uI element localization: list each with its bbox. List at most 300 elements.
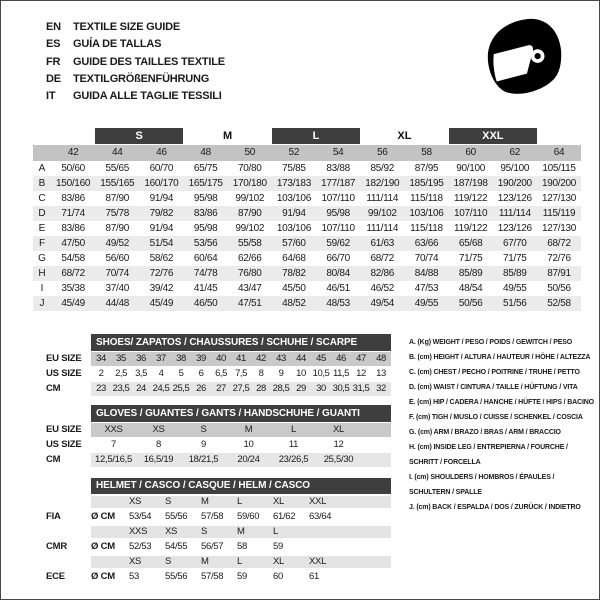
language-code: FR [46,55,61,68]
measurement-value: 105/115 [542,163,576,174]
measurement-row-letter: E [38,223,46,234]
size-number: 56 [377,147,388,158]
size-number: 42 [67,147,79,158]
gloves-size-value: XS [152,424,165,435]
shoes-size-value: 30 [316,383,326,394]
gloves-size-value: S [200,424,207,435]
legend-entry [409,410,599,425]
measurement-value: 190/200 [497,178,532,189]
helmet-size-labels [91,556,391,568]
measurement-value: 99/102 [235,193,265,204]
legend-entry-line: F. (cm) TIGH / MUSLO / CUISSE / SCHENKEL / COSCIA [409,414,583,421]
helmet-size-label: XL [273,556,285,567]
shoes-size-value: 38 [176,353,186,364]
measurement-row-letter: I [40,283,44,294]
legend-entry-line: B. (cm) HEIGHT / ALTURA / HAUTEUR / HÖHE / ALTEZZA [409,354,591,361]
measurement-row [33,236,581,251]
shoes-size-value: 37 [156,353,166,364]
measurement-value: 49/55 [414,298,439,309]
gloves-size-value: 8 [156,439,161,450]
measurement-value: 45/49 [61,298,85,309]
gloves-size-value: 25,5/30 [323,454,354,465]
measurement-value: 66/70 [326,253,350,264]
measurement-value: 123/126 [497,223,532,234]
language-title-row [46,88,225,105]
shoes-row-values [91,352,391,366]
measurement-value: 165/175 [188,178,223,189]
shoes-row-label: US SIZE [46,368,82,379]
measurement-value: 64/68 [282,253,306,264]
measurement-value: 115/118 [410,223,443,234]
helmet-size-value: 57/58 [201,511,224,522]
size-number: 58 [421,147,432,158]
shoes-row-label: CM [46,383,61,394]
measurement-value: 127/130 [541,223,576,234]
measurement-value: 74/78 [193,268,218,279]
measurement-value: 90/100 [456,163,486,174]
measurement-row [33,221,581,236]
shoes-size-value: 32 [376,383,386,394]
shoes-size-value: 29 [296,383,306,394]
measurement-value: 111/114 [366,223,399,234]
gloves-size-value: 16,5/19 [143,454,174,465]
helmet-size-value: 60 [273,571,283,582]
shoes-size-value: 11,5 [333,368,349,379]
language-code: EN [46,21,61,33]
size-number: 44 [111,147,123,158]
gloves-table-title: GLOVES / GUANTES / GANTS / HANDSCHUHE / GUANTI [91,405,391,422]
measurement-value: 37/40 [105,283,130,294]
measurement-value: 87/90 [238,208,262,219]
measurement-value: 68/72 [370,253,395,264]
measurement-value: 107/110 [321,193,355,204]
gloves-size-value: XL [332,424,345,435]
measurement-value: 83/88 [326,163,350,174]
language-title-row [46,19,225,36]
helmet-size-value: 53 [129,571,139,582]
measurement-value: 60/70 [149,163,174,174]
size-group-label: M [223,130,233,142]
measurement-row-letter: B [38,178,46,189]
gloves-size-value: M [244,424,253,435]
legend-entry [409,395,599,410]
language-title-text: GUIDA ALLE TAGLIE TESSILI [73,90,222,103]
shoes-size-value: 23,5 [112,383,130,394]
shoes-size-value: 10 [296,368,306,379]
measurement-value: 41/45 [193,283,218,294]
shoes-size-value: 6 [198,368,204,379]
shoes-size-value: 39 [196,353,206,364]
measurement-value: 47/53 [414,283,439,294]
shoes-size-value: 46 [336,353,346,364]
measurement-value: 150/160 [56,178,91,189]
measurement-value: 75/78 [105,208,130,219]
language-title-row [46,71,225,88]
shoes-size-value: 31,5 [352,383,370,394]
measurement-value: 68/72 [547,238,571,249]
measurement-value: 87/95 [414,163,439,174]
gloves-size-value: 12 [333,439,344,450]
legend-entry [409,470,599,500]
legend-entry-line: H. (cm) INSIDE LEG / ENTREPIERNA / FOURCHE / [409,444,568,451]
shoes-size-value: 43 [276,353,286,364]
shoes-size-value: 13 [376,368,386,379]
size-number-row [33,145,581,161]
legend-entry [409,440,599,470]
measurement-value: 115/118 [410,193,443,204]
measurement-value: 49/52 [105,238,130,249]
shoes-size-value: 2,5 [115,368,127,379]
shoes-size-value: 35 [116,353,126,364]
measurement-value: 46/52 [370,283,395,294]
helmet-size-value: 54/55 [165,541,188,552]
helmet-values [91,509,391,524]
measurement-value: 85/89 [503,268,527,279]
measurement-value: 99/102 [235,223,265,234]
size-group-label: XXL [449,128,537,144]
measurement-value: 83/86 [61,223,85,234]
measurement-value: 67/70 [503,238,527,249]
shoes-size-value: 9 [278,368,284,379]
legend-entry-line: I. (cm) SHOULDERS / HOMBROS / ÉPAULES / [409,474,555,481]
measurement-value: 185/195 [409,178,444,189]
helmet-size-label [309,526,345,538]
helmet-size-value: 59 [273,541,283,552]
measurement-value: 173/183 [276,178,311,189]
shoes-size-value: 40 [216,353,226,364]
measurement-rows [1,161,600,311]
legend-entry-line: E. (cm) HIP / CADERA / HANCHE / HÜFTE / HIPS / BACINO [409,399,594,406]
measurement-value: 91/94 [149,223,174,234]
measurement-value: 63/66 [414,238,439,249]
helmet-size-label: L [273,526,278,537]
measurement-row [33,266,581,281]
shoes-size-value: 45 [316,353,326,364]
helmet-size-label: XL [273,496,285,507]
size-group-label: XL [397,130,412,142]
shoes-size-value: 8 [258,368,264,379]
measurement-value: 119/122 [453,193,488,204]
gloves-size-value: 11 [288,439,299,450]
language-title-text: TEXTILGRÖßENFÜHRUNG [73,72,210,85]
measurement-value: 72/76 [149,268,174,279]
measurement-value: 55/65 [105,163,130,174]
measurement-value: 47/50 [61,238,85,249]
helmet-size-value: 63/64 [309,511,332,522]
size-number: 50 [244,147,256,158]
measurement-value: 85/92 [370,163,395,174]
legend-entry-line: SCHRITT / FORCELLA [409,459,481,466]
shoes-size-value: 27 [216,383,226,394]
measurement-value: 52/58 [547,298,571,309]
measurement-value: 49/54 [370,298,395,309]
helmet-size-value: 57/58 [201,571,224,582]
measurement-value: 60/64 [193,253,218,264]
measurement-value: 84/88 [414,268,439,279]
helmet-values [91,539,391,554]
helmet-unit-label: Ø CM [91,571,116,582]
measurement-value: 83/86 [193,208,218,219]
helmet-size-value: 55/56 [165,511,188,522]
measurement-row-letter: D [38,208,46,219]
measurement-value: 35/38 [61,283,85,294]
measurement-value: 53/56 [193,238,218,249]
shoes-size-value: 24,5 [152,383,170,394]
measurement-value: 39/42 [149,283,174,294]
shoes-size-value: 4 [158,368,164,379]
shoes-size-value: 34 [96,353,106,364]
measurement-row-letter: J [39,298,45,309]
helmet-size-value: 55/56 [165,571,188,582]
helmet-size-value: 59 [237,571,247,582]
measurement-value: 91/94 [149,193,174,204]
shoes-size-value: 7,5 [235,368,247,379]
gloves-row-values [91,438,391,452]
helmet-size-value: 53/54 [129,511,152,522]
shoes-size-value: 44 [296,353,306,364]
shoes-size-value: 48 [376,353,386,364]
helmet-size-value: 61 [309,571,319,582]
measurement-value: 190/200 [541,178,576,189]
helmet-value-row [1,569,600,584]
measurement-row-letter: H [38,268,46,279]
measurement-value: 123/126 [497,193,532,204]
shoes-size-value: 5 [178,368,184,379]
measurement-value: 79/82 [149,208,174,219]
measurement-value: 49/55 [503,283,527,294]
measurement-row [33,191,581,206]
measurement-value: 155/165 [100,178,135,189]
helmet-size-label: XXS [129,526,148,537]
measurement-value: 87/90 [105,193,130,204]
measurement-legend [409,335,599,515]
measurement-value: 43/47 [238,283,262,294]
gloves-size-value: L [291,424,296,435]
helmet-size-value: 61/62 [273,511,296,522]
measurement-value: 119/122 [453,223,488,234]
helmet-standard-label: ECE [46,571,65,582]
measurement-value: 95/100 [500,163,530,174]
helmet-icon [485,16,563,104]
measurement-value: 58/62 [149,253,174,264]
shoes-size-value: 26 [196,383,206,394]
measurement-row [33,206,581,221]
helmet-size-label: M [201,556,209,567]
helmet-unit-label: Ø CM [91,511,116,522]
shoes-size-value: 3,5 [135,368,147,379]
measurement-value: 95/98 [326,208,350,219]
gloves-row-label: CM [46,454,61,465]
measurement-value: 160/170 [144,178,179,189]
measurement-value: 57/60 [282,238,306,249]
size-number: 60 [465,147,476,158]
shoes-size-value: 12 [356,368,366,379]
gloves-size-value: 9 [201,439,206,450]
measurement-value: 87/90 [105,223,130,234]
measurement-row [33,176,581,191]
language-title-text: TEXTILE SIZE GUIDE [73,21,181,33]
size-group-label: L [272,128,360,144]
measurement-value: 170/180 [232,178,267,189]
measurement-value: 75/85 [282,163,306,174]
helmet-size-label: XS [129,556,142,567]
textile-size-table [1,128,600,311]
shoes-row-label: EU SIZE [46,353,82,364]
measurement-row-letter: A [38,163,46,174]
measurement-value: 65/68 [458,238,483,249]
measurement-value: 44/48 [105,298,130,309]
shoes-row-values [91,367,391,381]
measurement-value: 56/60 [105,253,130,264]
measurement-value: 46/50 [193,298,218,309]
gloves-size-value: 20/24 [237,454,260,465]
measurement-row-letter: F [38,238,46,249]
helmet-size-label: XS [129,496,142,507]
gloves-row-label: EU SIZE [46,424,82,435]
helmet-size-label: S [165,556,172,567]
shoes-table-title: SHOES/ ZAPATOS / CHAUSSURES / SCHUHE / SCARPE [91,334,391,351]
helmet-size-label: S [165,496,172,507]
language-code: DE [46,72,61,85]
language-code: ES [46,38,61,51]
gloves-row-values [91,423,391,437]
measurement-value: 127/130 [541,193,576,204]
helmet-size-label: XS [165,526,178,537]
helmet-values [91,569,391,584]
helmet-standard-label: CMR [46,541,68,552]
shoes-size-value: 25,5 [172,383,190,394]
shoes-size-value: 2 [98,368,104,379]
helmet-standard-group [1,556,600,584]
measurement-value: 62/66 [238,253,262,264]
shoes-size-value: 36 [136,353,146,364]
measurement-value: 65/75 [193,163,218,174]
measurement-value: 70/74 [105,268,130,279]
measurement-value: 47/51 [238,298,262,309]
legend-entry-line: G. (cm) ARM / BRAZO / BRAS / ARM / BRACCIO [409,429,561,436]
helmet-size-value: 56/57 [201,541,224,552]
size-group-label: S [95,128,183,144]
size-number: 64 [553,147,565,158]
helmet-value-row [1,539,600,554]
helmet-standard-group [1,526,600,554]
measurement-value: 83/86 [61,193,85,204]
size-number: 52 [288,147,300,158]
shoes-size-value: 6,5 [215,368,227,379]
measurement-value: 82/86 [370,268,395,279]
measurement-value: 50/56 [458,298,483,309]
measurement-row [33,296,581,311]
measurement-value: 55/58 [238,238,262,249]
size-group-row [95,128,537,144]
helmet-size-labels [91,496,391,508]
helmet-size-label: S [201,526,208,537]
measurement-value: 103/106 [409,208,444,219]
measurement-row-letter: G [38,253,46,264]
measurement-row [33,161,581,176]
measurement-value: 45/49 [149,298,174,309]
helmet-size-labels [91,526,391,538]
helmet-size-value [309,539,345,554]
legend-entry-line: D. (cm) WAIST / CINTURA / TAILLE / HÜFTUNG / VITA [409,384,578,391]
measurement-value: 48/54 [458,283,483,294]
gloves-size-value: 23/26,5 [278,454,309,465]
legend-entry [409,365,599,380]
measurement-value: 59/62 [326,238,350,249]
helmet-unit-label: Ø CM [91,541,116,552]
helmet-size-label: L [237,556,242,567]
measurement-row-letter: C [38,193,46,204]
shoes-size-value: 28 [256,383,266,394]
shoes-size-value: 24 [136,383,146,394]
helmet-size-label: XXL [309,496,327,507]
helmet-size-label: L [237,496,242,507]
measurement-value: 103/106 [276,223,311,234]
helmet-size-label: M [201,496,209,507]
language-title-text: GUÍA DE TALLAS [73,38,162,51]
measurement-row [33,281,581,296]
shoes-size-value: 10,5 [312,368,330,379]
measurement-value: 107/110 [321,223,355,234]
shoes-size-value: 23 [96,383,106,394]
measurement-value: 48/53 [326,298,350,309]
helmet-size-value: 58 [237,541,247,552]
legend-entry [409,350,599,365]
legend-entry-line: J. (cm) BACK / ESPALDA / DOS / ZURÜCK / INDIETRO [409,504,581,511]
language-title-text: GUIDE DES TAILLES TEXTILE [73,55,225,68]
shoes-size-value: 42 [256,353,266,364]
legend-entry-line: C. (cm) CHEST / PECHO / POITRINE / TRUHE / PETTO [409,369,580,376]
measurement-value: 91/94 [282,208,306,219]
measurement-row [33,251,581,266]
language-title-row [46,36,225,53]
gloves-row-label: US SIZE [46,439,82,450]
measurement-value: 51/54 [149,238,174,249]
helmet-size-label: XXL [309,556,327,567]
measurement-value: 71/75 [458,253,483,264]
measurement-value: 72/76 [547,253,571,264]
helmet-size-label: M [237,526,245,537]
measurement-value: 70/74 [414,253,439,264]
gloves-size-value: 18/21,5 [188,454,219,465]
measurement-value: 85/89 [458,268,483,279]
gloves-size-value: 10 [243,439,254,450]
measurement-value: 115/119 [542,208,576,219]
size-number: 48 [200,147,211,158]
size-number: 54 [332,147,344,158]
shoes-size-value: 30,5 [332,383,350,394]
size-number-row-spacer [33,145,51,161]
measurement-value: 187/198 [453,178,488,189]
measurement-value: 95/98 [193,223,218,234]
shoes-row-values [91,382,391,396]
measurement-value: 50/56 [547,283,571,294]
measurement-value: 95/98 [193,193,218,204]
legend-entry [409,380,599,395]
measurement-value: 111/114 [498,208,531,219]
legend-entry [409,500,599,515]
gloves-size-value: 12,5/16,5 [95,454,132,465]
measurement-value: 50/60 [61,163,85,174]
legend-entry-line: A. (Kg) WEIGHT / PESO / POIDS / GEWITCH / PESO [409,339,573,346]
gloves-size-value: 7 [111,439,116,450]
measurement-value: 78/82 [282,268,306,279]
helmet-size-value: 59/60 [237,511,260,522]
measurement-value: 70/80 [238,163,262,174]
measurement-value: 51/56 [503,298,527,309]
measurement-value: 48/52 [282,298,306,309]
measurement-value: 80/84 [326,268,350,279]
